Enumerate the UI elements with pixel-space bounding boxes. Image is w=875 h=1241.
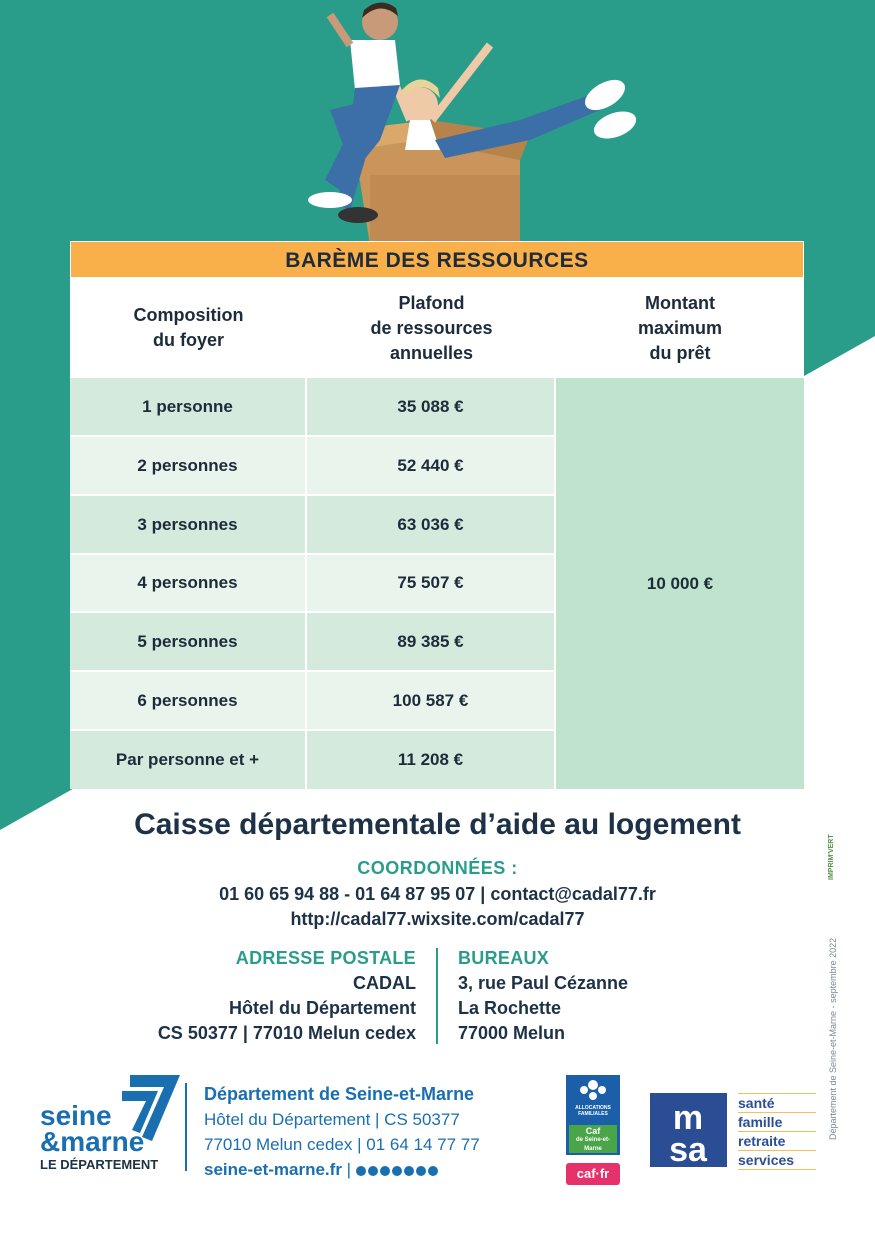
separator: | [346,1160,356,1179]
adresse-postale-label: ADRESSE POSTALE [235,948,416,968]
msa-word: santé [738,1093,816,1113]
bureaux-label: BUREAUX [458,948,550,968]
contact-website: http://cadal77.wixsite.com/cadal77 [290,909,585,929]
msa-word: famille [738,1113,816,1132]
table-row-composition: 1 personne [70,378,307,437]
department-address-line: 77010 Melun cedex | 01 64 14 77 77 [204,1135,480,1154]
caf-family-icon [566,1075,620,1105]
table-row-composition: 3 personnes [70,496,307,555]
twitter-icon [368,1166,378,1176]
facebook-icon [356,1166,366,1176]
col-header-plafond: Plafond de ressources annuelles [370,292,493,363]
linkedin-icon [428,1166,438,1176]
flickr-icon [392,1166,402,1176]
department-title: Département de Seine-et-Marne [204,1084,475,1104]
caf-logo [566,1075,620,1190]
bureaux [458,946,628,1046]
msa-word: retraite [738,1132,816,1151]
table-title: BARÈME DES RESSOURCES [70,241,804,278]
bareme-table [70,241,804,789]
table-row-composition: 2 personnes [70,437,307,496]
couple-in-box-photo [270,0,670,245]
col-header-montant: Montant maximum du prêt [637,292,723,363]
svg-text:m: m [672,1099,704,1137]
logo-seine-text: seine [40,1100,112,1131]
msa-words [738,1093,816,1170]
seine-et-marne-logo [40,1075,190,1175]
page-title: Caisse départementale d’aide au logement [134,808,741,841]
caf-green-block [569,1125,617,1153]
department-address-line: Hôtel du Département | CS 50377 [204,1110,460,1129]
logo-departement-text: LE DÉPARTEMENT [40,1157,159,1172]
imprim-vert-label: IMPRIM'VERT [828,834,835,880]
montant-maximum-value: 10 000 € [556,378,804,789]
email-icon [416,1166,426,1176]
msa-logo-icon [650,1093,727,1167]
address-divider [436,948,438,1044]
bureaux-line: 77000 Melun [458,1023,566,1043]
table-row-plafond: 75 507 € [307,555,556,613]
adresse-line: Hôtel du Département [228,998,416,1018]
youtube-icon [380,1166,390,1176]
bureaux-line: La Rochette [458,998,562,1018]
table-row-plafond: 52 440 € [307,437,556,496]
svg-text:sa: sa [669,1131,707,1167]
instagram-icon [404,1166,414,1176]
table-row-plafond: 11 208 € [307,731,556,789]
col-header-composition: Composition du foyer [133,305,244,350]
logo-marne-text: &marne [40,1126,145,1157]
table-row-composition: Par personne et + [70,731,307,789]
table-row-composition: 5 personnes [70,613,307,672]
adresse-line: CS 50377 | 77010 Melun cedex [157,1023,416,1043]
side-credit-text: Département de Seine-et-Marne - septembre 2022 [828,937,838,1140]
caf-box [566,1075,620,1155]
contact-phones-email: 01 60 65 94 88 - 01 64 87 95 07 | contact@cadal77.fr [219,884,656,904]
footer-divider [185,1083,187,1171]
adresse-postale [158,946,416,1046]
coordonnees-label: COORDONNÉES : [357,858,518,878]
department-website: seine-et-marne.fr [204,1160,342,1179]
table-row-composition: 6 personnes [70,672,307,731]
caf-name: Caf [585,1126,601,1136]
department-info [204,1082,480,1182]
msa-word: services [738,1151,816,1170]
table-row-composition: 4 personnes [70,555,307,613]
social-icons [356,1166,438,1176]
table-row-plafond: 100 587 € [307,672,556,731]
table-row-plafond: 89 385 € [307,613,556,672]
adresse-line: CADAL [353,973,416,993]
caf-top-text: ALLOCATIONS FAMILIALES [575,1105,611,1117]
caf-fr-badge: caf·fr [566,1163,620,1185]
table-row-plafond: 35 088 € [307,378,556,437]
bureaux-line: 3, rue Paul Cézanne [458,973,629,993]
table-row-plafond: 63 036 € [307,496,556,555]
caf-sub: de Seine-et-Marne [575,1137,610,1152]
